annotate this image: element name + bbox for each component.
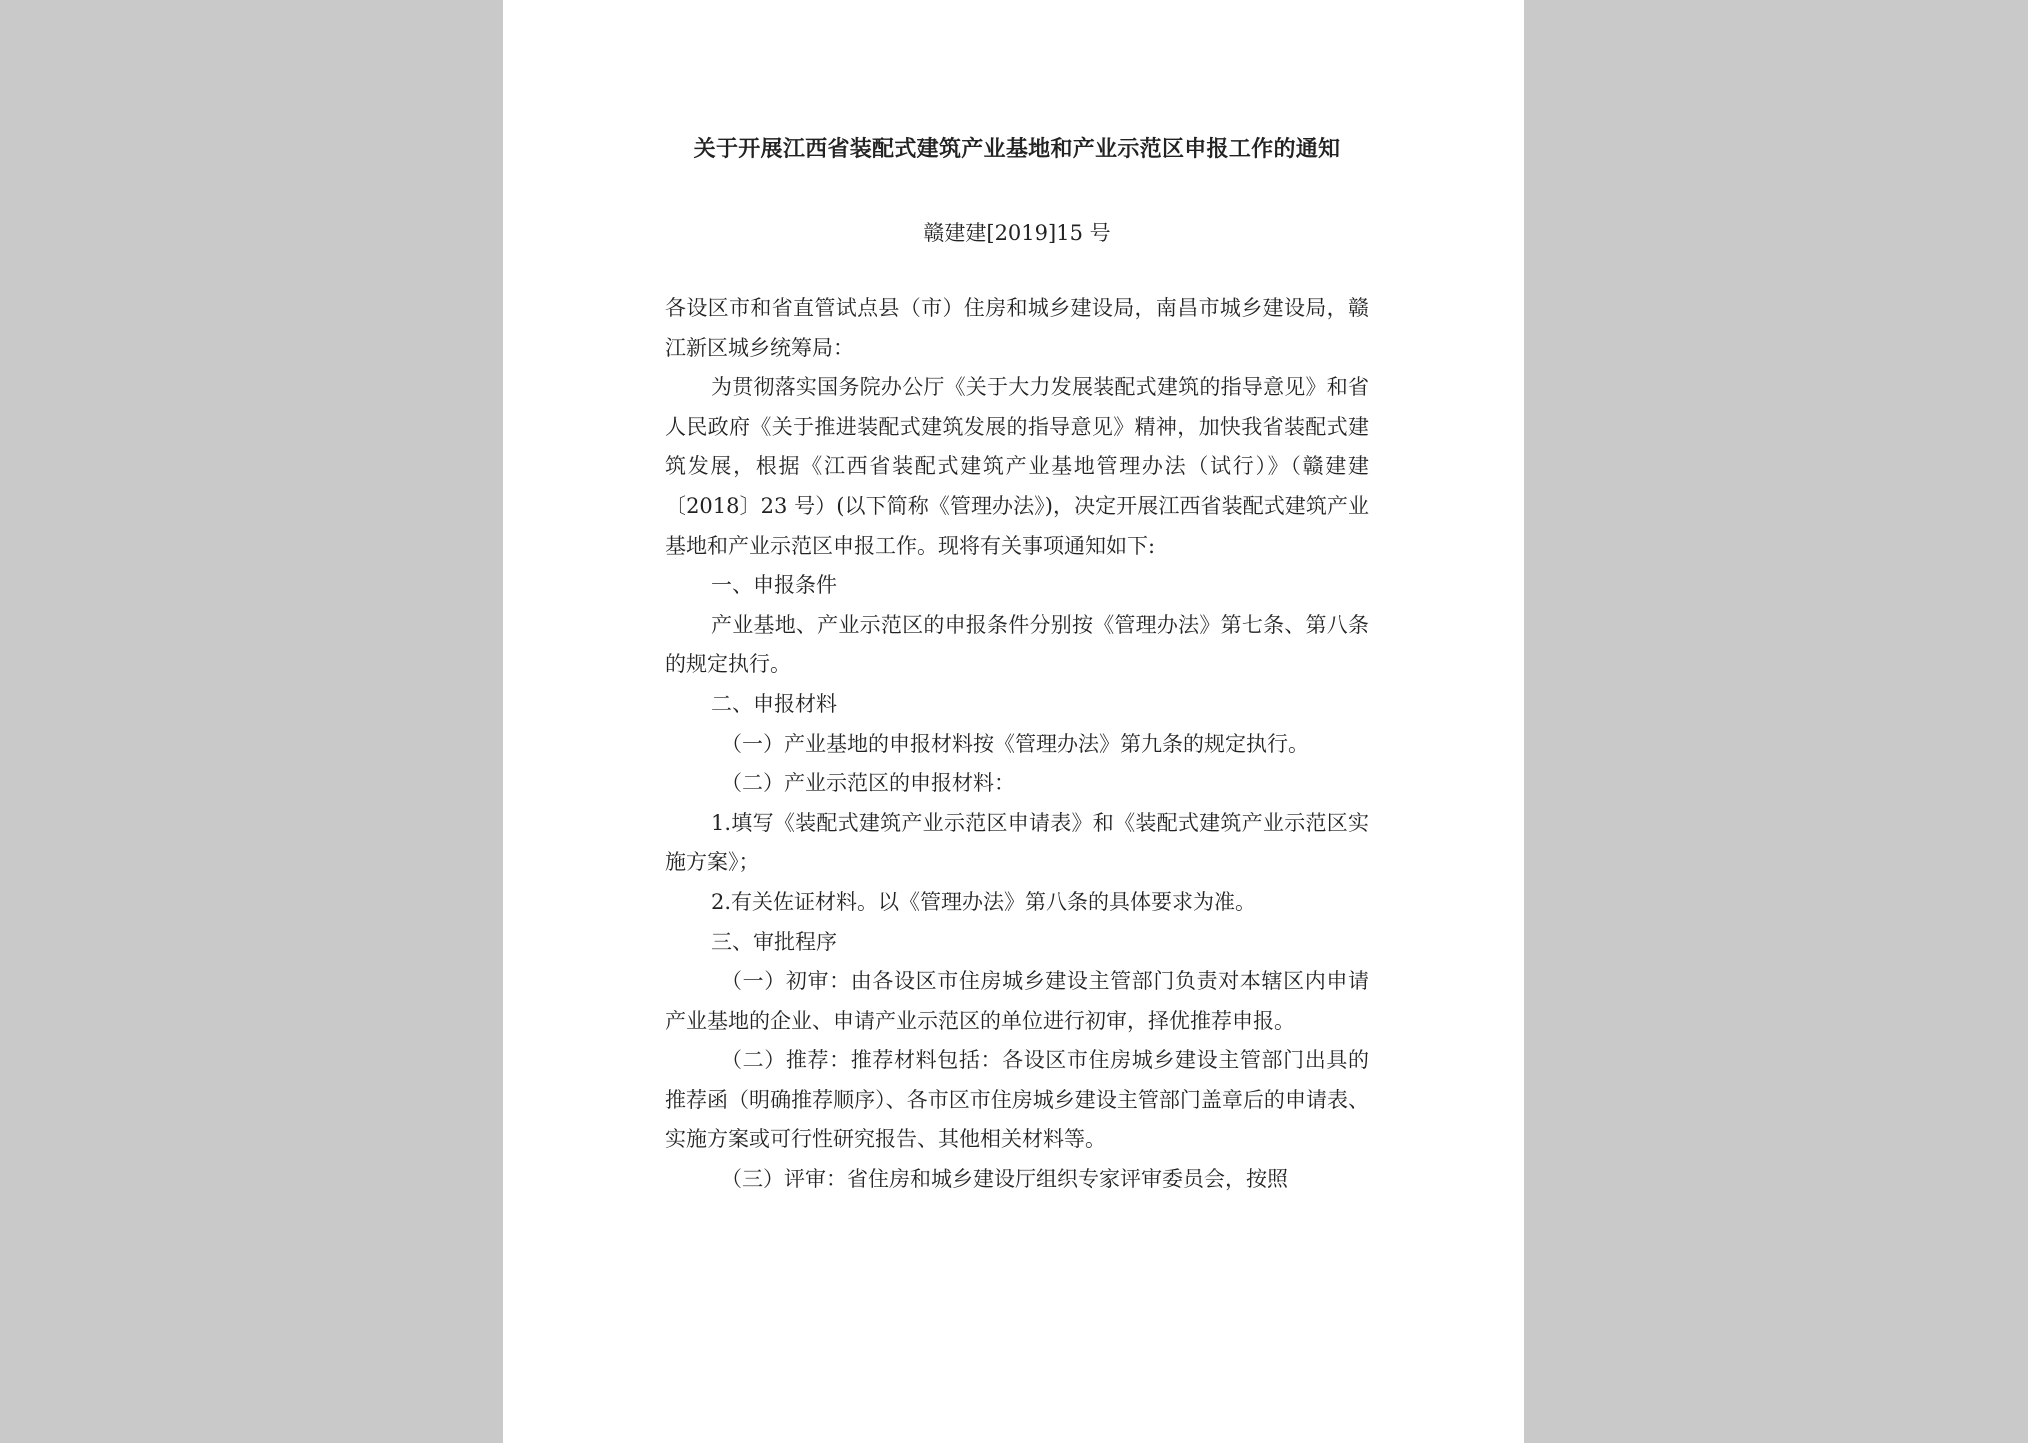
paragraph: （三）评审：省住房和城乡建设厅组织专家评审委员会，按照 (721, 1167, 1288, 1192)
document-number: 赣建建[2019]15 号 (923, 221, 1111, 245)
paragraph: （二）产业示范区的申报材料： (721, 771, 1015, 796)
paragraph: （一）初审：由各设区市住房城乡建设主管部门负责对本辖区内申请产业基地的企业、申请产业示范区的单位进行初审，择优推荐申报。 (665, 969, 1369, 1033)
paragraph: 产业基地、产业示范区的申报条件分别按《管理办法》第七条、第八条的规定执行。 (665, 612, 1369, 677)
page-content (665, 130, 1369, 1200)
section-heading-1: 一、申报条件 (711, 573, 837, 598)
addressee: 各设区市和省直管试点县（市）住房和城乡建设局，南昌市城乡建设局，赣江新区城乡统筹局： (665, 296, 1369, 360)
list-item: 2.有关佐证材料。以《管理办法》第八条的具体要求为准。 (711, 889, 1257, 914)
paragraph: （二）推荐：推荐材料包括：各设区市住房城乡建设主管部门出具的推荐函（明确推荐顺序）、各市区市住房城乡建设主管部门盖章后的申请表、实施方案或可行性研究报告、其他相关材料等。 (665, 1048, 1369, 1152)
paragraph: （一）产业基地的申报材料按《管理办法》第九条的规定执行。 (721, 731, 1309, 756)
paragraph-intro: 为贯彻落实国务院办公厅《关于大力发展装配式建筑的指导意见》和省人民政府《关于推进装配式建筑发展的指导意见》精神，加快我省装配式建筑发展，根据《江西省装配式建筑产业基地管理办法（试行）》（赣建建〔2018〕23 号）(以下简称《管理办法》)，决定开展江西省装配式建筑产业基地和产业示范区申报工作。现将有关事项通知如下: (665, 375, 1369, 558)
section-heading-3: 三、审批程序 (711, 929, 837, 954)
document-page (503, 0, 1524, 1443)
list-item: 1.填写《装配式建筑产业示范区申请表》和《装配式建筑产业示范区实施方案》； (665, 810, 1369, 875)
document-title: 关于开展江西省装配式建筑产业基地和产业示范区申报工作的通知 (693, 137, 1341, 162)
section-heading-2: 二、申报材料 (711, 691, 837, 716)
document-body (665, 289, 1369, 1200)
